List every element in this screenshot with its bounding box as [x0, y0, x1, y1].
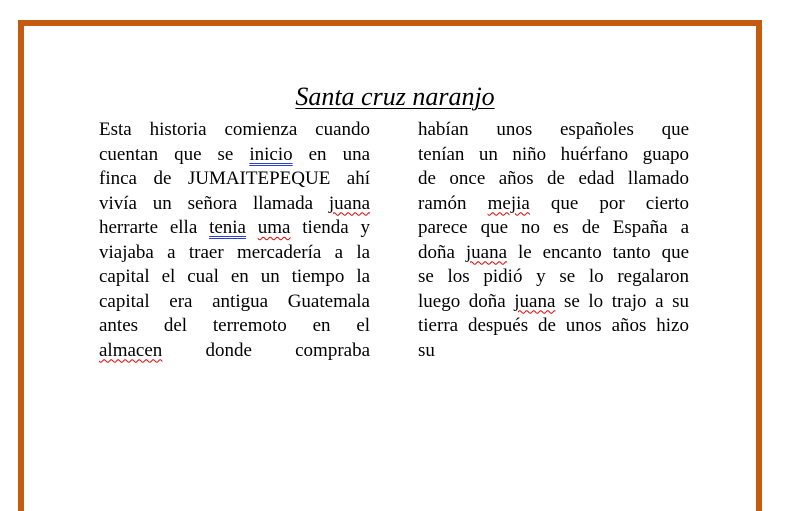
text-line — [99, 290, 370, 315]
spellcheck-marked-word[interactable]: mejia — [487, 192, 530, 214]
text-line-content: vivía un señora llamada juana — [99, 192, 371, 214]
text-line — [99, 143, 370, 168]
text-line-content: capital era antigua Guatemala — [99, 290, 370, 312]
text-line-content: se los pidió y se lo regalaron — [418, 266, 690, 287]
text-line — [418, 216, 689, 241]
text-line-content: tierra después de unos años hizo — [418, 315, 689, 336]
text-column-right[interactable] — [418, 118, 689, 363]
text-line — [418, 339, 689, 364]
spellcheck-marked-word[interactable]: uma — [257, 217, 291, 238]
text-line-content: Esta historia comienza cuando — [99, 119, 371, 140]
text-line-content: doña juana le encanto tanto que — [418, 241, 690, 263]
text-line-content: luego doña juana se lo trajo a su — [418, 290, 690, 312]
text-line — [418, 290, 689, 315]
text-line-content: finca de JUMAITEPEQUE ahí — [99, 168, 370, 189]
text-line — [99, 167, 370, 192]
text-column-left[interactable] — [99, 118, 370, 363]
text-line — [99, 241, 370, 266]
text-line — [418, 192, 689, 217]
spellcheck-marked-word[interactable]: almacen — [99, 339, 163, 361]
text-line — [99, 265, 370, 290]
spellcheck-marked-word[interactable]: juana — [514, 290, 556, 312]
text-line-content: viajaba a traer mercadería a la — [99, 241, 371, 263]
text-line — [418, 143, 689, 168]
text-line-content: habían unos españoles que — [418, 119, 690, 140]
text-line-content: antes del terremoto en el — [99, 315, 371, 336]
text-line-content: almacen donde compraba — [99, 339, 371, 361]
text-line-content: cuentan que se inicio en una — [99, 143, 370, 165]
text-line-content: de once años de edad llamado — [418, 168, 689, 189]
spellcheck-marked-word[interactable]: juana — [328, 192, 371, 214]
text-line — [99, 314, 370, 339]
text-line — [418, 118, 689, 143]
spellcheck-marked-word[interactable]: tenia — [209, 217, 246, 238]
text-line — [418, 167, 689, 192]
text-line — [99, 192, 370, 217]
text-line — [418, 241, 689, 266]
text-line-content: su — [418, 339, 435, 361]
text-line-content: parece que no es de España a — [418, 217, 690, 238]
text-line-content: herrarte ella tenia uma tienda y — [99, 217, 370, 238]
text-line-content: ramón mejia que por cierto — [418, 192, 690, 214]
spellcheck-marked-word[interactable]: inicio — [249, 143, 293, 165]
spellcheck-marked-word[interactable]: juana — [465, 241, 508, 263]
text-line — [99, 216, 370, 241]
text-line — [99, 339, 370, 364]
document-title[interactable]: Santa cruz naranjo — [295, 82, 495, 111]
text-line — [418, 314, 689, 339]
text-line-content: tenían un niño huérfano guapo — [418, 143, 689, 165]
text-line — [99, 118, 370, 143]
text-line-content: capital el cual en un tiempo la — [99, 266, 371, 287]
text-line — [418, 265, 689, 290]
